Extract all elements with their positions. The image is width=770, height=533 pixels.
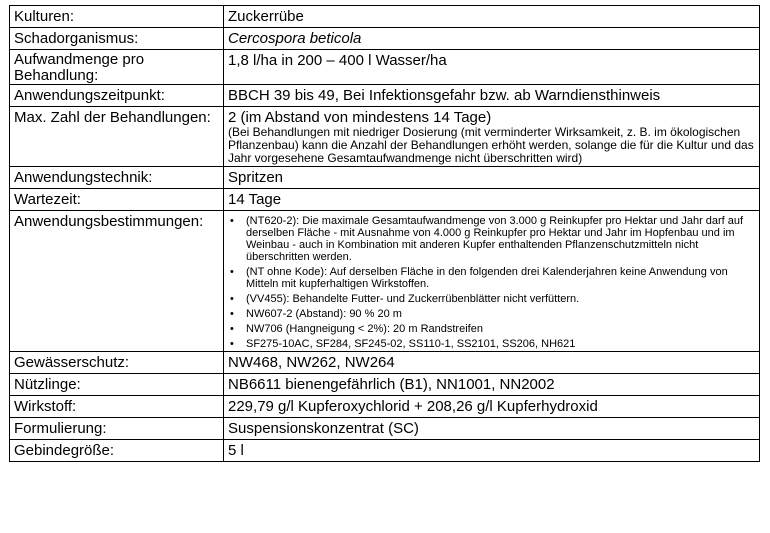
label-gewaesserschutz: Gewässerschutz: — [10, 352, 224, 374]
row-max-zahl — [10, 107, 760, 167]
list-item: • (NT620-2): Die maximale Gesamtaufwandmenge von 3.000 g Reinkupfer pro Hektar und Jahr darf auf derselben Fläche - mit Ausnahme von 4.000 g Reinkupfer pro Hektar und Jahr im Hopfenbau und im Weinbau - auch in Kombination mit anderen Kupfer enthaltenden Pflanzenschutzmitteln nicht überschritten werden. — [246, 215, 755, 263]
row-anwendungstechnik — [10, 167, 760, 189]
row-aufwandmenge — [10, 50, 760, 85]
label-max-zahl: Max. Zahl der Behandlungen: — [10, 107, 224, 167]
list-item: • NW607-2 (Abstand): 90 % 20 m — [246, 308, 755, 320]
row-anwendungsbestimmungen — [10, 211, 760, 352]
label-schadorganismus: Schadorganismus: — [10, 28, 224, 50]
value-max-zahl — [224, 107, 760, 167]
label-gebindegroesse: Gebindegröße: — [10, 440, 224, 462]
product-spec-table — [9, 5, 760, 462]
label-aufwandmenge: Aufwandmenge pro Behandlung: — [10, 50, 224, 85]
list-item: • (VV455): Behandelte Futter- und Zuckerrübenblätter nicht verfüttern. — [246, 293, 755, 305]
bestimmungen-list — [228, 215, 755, 350]
list-item: • NW706 (Hangneigung < 2%): 20 m Randstreifen — [246, 323, 755, 335]
max-zahl-main: 2 (im Abstand von mindestens 14 Tage) — [228, 109, 492, 126]
value-gewaesserschutz: NW468, NW262, NW264 — [224, 352, 760, 374]
label-kulturen: Kulturen: — [10, 6, 224, 28]
value-formulierung: Suspensionskonzentrat (SC) — [224, 418, 760, 440]
value-wirkstoff: 229,79 g/l Kupferoxychlorid + 208,26 g/l Kupferhydroxid — [224, 396, 760, 418]
value-kulturen: Zuckerrübe — [224, 6, 760, 28]
value-nuetzlinge: NB6611 bienengefährlich (B1), NN1001, NN2002 — [224, 374, 760, 396]
row-formulierung — [10, 418, 760, 440]
row-gewaesserschutz — [10, 352, 760, 374]
row-wartezeit — [10, 189, 760, 211]
label-formulierung: Formulierung: — [10, 418, 224, 440]
label-wartezeit: Wartezeit: — [10, 189, 224, 211]
row-kulturen — [10, 6, 760, 28]
label-wirkstoff: Wirkstoff: — [10, 396, 224, 418]
label-nuetzlinge: Nützlinge: — [10, 374, 224, 396]
value-wartezeit: 14 Tage — [224, 189, 760, 211]
list-item: • (NT ohne Kode): Auf derselben Fläche in den folgenden drei Kalenderjahren keine Anwendung von Mitteln mit kupferhaltigen Wirkstoffen. — [246, 266, 755, 290]
value-aufwandmenge: 1,8 l/ha in 200 – 400 l Wasser/ha — [224, 50, 760, 85]
value-anwendungsbestimmungen — [224, 211, 760, 352]
label-anwendungsbestimmungen: Anwendungsbestimmungen: — [10, 211, 224, 352]
list-item: • SF275-10AC, SF284, SF245-02, SS110-1, SS2101, SS206, NH621 — [246, 338, 755, 350]
row-gebindegroesse — [10, 440, 760, 462]
row-wirkstoff — [10, 396, 760, 418]
max-zahl-note: (Bei Behandlungen mit niedriger Dosierung (mit verminderter Wirksamkeit, z. B. im ökologischen Pflanzenbau) kann die Anzahl der Behandlungen erhöht werden, solange die für die Kultur und das Jahr vorgesehene Gesamtaufwandmenge nicht überschritten wird) — [228, 125, 754, 165]
value-anwendungstechnik: Spritzen — [224, 167, 760, 189]
label-anwendungstechnik: Anwendungstechnik: — [10, 167, 224, 189]
row-nuetzlinge — [10, 374, 760, 396]
row-schadorganismus — [10, 28, 760, 50]
row-anwendungszeitpunkt — [10, 85, 760, 107]
value-gebindegroesse: 5 l — [224, 440, 760, 462]
value-anwendungszeitpunkt: BBCH 39 bis 49, Bei Infektionsgefahr bzw. ab Warndiensthinweis — [224, 85, 760, 107]
value-schadorganismus: Cercospora beticola — [224, 28, 760, 50]
label-anwendungszeitpunkt: Anwendungszeitpunkt: — [10, 85, 224, 107]
